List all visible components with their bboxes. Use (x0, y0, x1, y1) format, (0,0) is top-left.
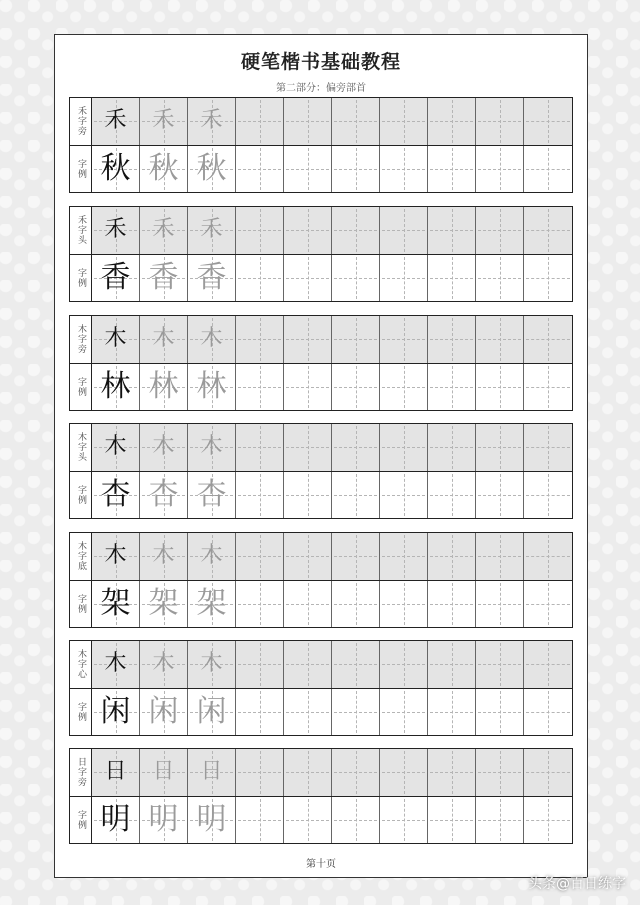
practice-cell[interactable] (428, 146, 476, 193)
practice-cell[interactable] (236, 316, 284, 363)
radical-name-label: 木字心 (70, 641, 91, 689)
practice-cell (92, 797, 140, 844)
example-label: 字例 (76, 158, 86, 179)
practice-cell[interactable] (332, 641, 380, 688)
radical-row (92, 98, 572, 146)
example-label: 字例 (76, 484, 86, 505)
practice-cell[interactable] (476, 255, 524, 302)
practice-cell[interactable] (332, 749, 380, 796)
example-glyph: 闲 (100, 693, 131, 729)
radical-glyph: 木 (104, 651, 127, 677)
page-subtitle: 第二部分：偏旁部首 (276, 83, 366, 94)
practice-cell[interactable] (332, 146, 380, 193)
practice-cell[interactable] (284, 641, 332, 688)
radical-glyph: 木 (200, 434, 223, 460)
practice-cell (140, 98, 188, 145)
example-glyph: 杏 (100, 476, 131, 512)
worksheet-page (54, 34, 588, 878)
example-glyph: 明 (196, 801, 227, 837)
practice-block (69, 315, 573, 411)
practice-cell (140, 316, 188, 363)
radical-glyph: 日 (152, 759, 175, 785)
practice-cell[interactable] (380, 641, 428, 688)
example-glyph: 架 (196, 585, 227, 621)
practice-cell[interactable] (380, 255, 428, 302)
practice-cell (188, 797, 236, 844)
practice-cell (188, 316, 236, 363)
practice-cell[interactable] (524, 255, 572, 302)
radical-glyph: 木 (152, 543, 175, 569)
practice-cell[interactable] (476, 797, 524, 844)
label-column (70, 749, 92, 843)
practice-cell[interactable] (332, 255, 380, 302)
practice-cell[interactable] (380, 581, 428, 628)
practice-cell (92, 749, 140, 796)
example-row (92, 581, 572, 628)
practice-cell[interactable] (332, 207, 380, 254)
radical-name-label: 木字旁 (70, 316, 91, 364)
example-glyph: 香 (196, 259, 227, 295)
practice-cell[interactable] (380, 316, 428, 363)
practice-cell (140, 689, 188, 736)
practice-cell[interactable] (476, 316, 524, 363)
practice-cell[interactable] (236, 689, 284, 736)
practice-cell[interactable] (332, 98, 380, 145)
practice-cell (140, 255, 188, 302)
practice-cell[interactable] (236, 207, 284, 254)
radical-glyph: 木 (200, 326, 223, 352)
example-label: 字例 (76, 809, 86, 830)
radical-glyph: 木 (104, 326, 127, 352)
radical-glyph: 木 (104, 434, 127, 460)
practice-cell (140, 641, 188, 688)
practice-cell[interactable] (236, 533, 284, 580)
radical-row (92, 749, 572, 797)
example-glyph: 杏 (196, 476, 227, 512)
practice-cell (188, 581, 236, 628)
label-column (70, 533, 92, 627)
practice-cell[interactable] (284, 797, 332, 844)
practice-cell[interactable] (332, 316, 380, 363)
practice-cell[interactable] (380, 424, 428, 471)
watermark-text: 头条@百日练字 (528, 876, 626, 892)
practice-cell[interactable] (236, 424, 284, 471)
practice-cell[interactable] (428, 255, 476, 302)
practice-cell[interactable] (524, 146, 572, 193)
practice-cell (188, 472, 236, 519)
practice-cell[interactable] (524, 749, 572, 796)
practice-cell[interactable] (380, 472, 428, 519)
radical-glyph: 日 (200, 759, 223, 785)
practice-cell (92, 581, 140, 628)
practice-cell (188, 749, 236, 796)
practice-cell[interactable] (428, 641, 476, 688)
practice-block (69, 748, 573, 844)
example-glyph: 闲 (196, 693, 227, 729)
radical-glyph: 禾 (200, 108, 223, 134)
practice-cell (92, 255, 140, 302)
practice-cell[interactable] (332, 797, 380, 844)
practice-cell[interactable] (284, 255, 332, 302)
radical-glyph: 禾 (104, 108, 127, 134)
practice-cell[interactable] (284, 98, 332, 145)
practice-cell[interactable] (284, 533, 332, 580)
example-glyph: 秋 (148, 150, 179, 186)
practice-cell[interactable] (476, 364, 524, 411)
example-label: 字例 (76, 376, 86, 397)
radical-glyph: 木 (200, 543, 223, 569)
practice-cell[interactable] (236, 364, 284, 411)
practice-cell[interactable] (476, 533, 524, 580)
practice-cell[interactable] (284, 364, 332, 411)
practice-cell[interactable] (524, 364, 572, 411)
practice-cell[interactable] (284, 207, 332, 254)
label-column (70, 207, 92, 301)
example-glyph: 秋 (196, 150, 227, 186)
radical-glyph: 木 (200, 651, 223, 677)
example-label: 字例 (76, 267, 86, 288)
practice-cell (188, 255, 236, 302)
practice-cell (188, 98, 236, 145)
practice-cell (92, 146, 140, 193)
radical-glyph: 禾 (200, 217, 223, 243)
example-row (92, 364, 572, 411)
radical-glyph: 木 (152, 326, 175, 352)
practice-cell[interactable] (524, 689, 572, 736)
practice-cell[interactable] (380, 797, 428, 844)
practice-cell[interactable] (524, 316, 572, 363)
radical-glyph: 木 (152, 651, 175, 677)
practice-cell[interactable] (236, 797, 284, 844)
practice-cell[interactable] (284, 146, 332, 193)
practice-cell[interactable] (380, 689, 428, 736)
practice-cell (188, 533, 236, 580)
practice-cell[interactable] (428, 689, 476, 736)
example-glyph: 香 (100, 259, 131, 295)
radical-name-label: 木字底 (70, 533, 91, 581)
practice-cell[interactable] (236, 255, 284, 302)
radical-row (92, 207, 572, 255)
practice-cell (188, 424, 236, 471)
practice-cell[interactable] (428, 797, 476, 844)
radical-row (92, 316, 572, 364)
practice-cell[interactable] (332, 689, 380, 736)
practice-cell (140, 146, 188, 193)
practice-cell (140, 797, 188, 844)
practice-cell[interactable] (284, 472, 332, 519)
practice-cell[interactable] (476, 641, 524, 688)
practice-cell (188, 146, 236, 193)
practice-cell[interactable] (524, 581, 572, 628)
practice-cell[interactable] (428, 581, 476, 628)
practice-cell (140, 472, 188, 519)
example-glyph: 秋 (100, 150, 131, 186)
label-column (70, 424, 92, 518)
practice-cell[interactable] (476, 207, 524, 254)
practice-cell (140, 581, 188, 628)
practice-cell[interactable] (284, 581, 332, 628)
example-glyph: 明 (100, 801, 131, 837)
practice-cell (188, 641, 236, 688)
practice-cell[interactable] (476, 146, 524, 193)
practice-cell[interactable] (332, 472, 380, 519)
practice-block (69, 97, 573, 193)
practice-cell (140, 364, 188, 411)
practice-cell[interactable] (476, 424, 524, 471)
practice-cell[interactable] (236, 472, 284, 519)
practice-cell[interactable] (524, 472, 572, 519)
practice-cell[interactable] (524, 533, 572, 580)
radical-glyph: 日 (104, 759, 127, 785)
practice-cell[interactable] (332, 581, 380, 628)
example-label: 字例 (76, 593, 86, 614)
practice-cell[interactable] (476, 98, 524, 145)
page-title: 硬笔楷书基础教程 (240, 51, 401, 73)
page-number: 第十页 (306, 859, 336, 870)
practice-cell[interactable] (380, 533, 428, 580)
practice-cell[interactable] (524, 424, 572, 471)
practice-cell (188, 364, 236, 411)
radical-glyph: 木 (104, 543, 127, 569)
example-glyph: 林 (100, 368, 131, 404)
practice-cell[interactable] (428, 533, 476, 580)
practice-cell[interactable] (236, 641, 284, 688)
example-row (92, 255, 572, 302)
practice-cell (140, 533, 188, 580)
practice-cell[interactable] (524, 207, 572, 254)
label-column (70, 98, 92, 192)
practice-block (69, 532, 573, 628)
practice-cell[interactable] (428, 749, 476, 796)
example-row (92, 472, 572, 519)
radical-glyph: 禾 (152, 108, 175, 134)
practice-cell[interactable] (236, 581, 284, 628)
practice-block (69, 423, 573, 519)
example-glyph: 香 (148, 259, 179, 295)
radical-name-label: 禾字旁 (70, 98, 91, 146)
label-column (70, 316, 92, 410)
practice-cell (92, 533, 140, 580)
practice-cell[interactable] (380, 207, 428, 254)
practice-cell (188, 689, 236, 736)
practice-cell[interactable] (284, 749, 332, 796)
practice-cell[interactable] (476, 472, 524, 519)
example-row (92, 146, 572, 193)
practice-cell[interactable] (380, 146, 428, 193)
practice-cell[interactable] (476, 581, 524, 628)
radical-name-label: 日字旁 (70, 749, 91, 797)
example-glyph: 架 (100, 585, 131, 621)
practice-cell[interactable] (428, 98, 476, 145)
practice-cell[interactable] (428, 472, 476, 519)
practice-cell[interactable] (332, 364, 380, 411)
practice-cell[interactable] (524, 797, 572, 844)
practice-cell[interactable] (476, 689, 524, 736)
practice-cell (188, 207, 236, 254)
practice-cell[interactable] (284, 316, 332, 363)
practice-cell[interactable] (380, 749, 428, 796)
radical-glyph: 禾 (152, 217, 175, 243)
example-glyph: 杏 (148, 476, 179, 512)
radical-name-label: 木字头 (70, 424, 91, 472)
practice-cell[interactable] (428, 424, 476, 471)
practice-cell[interactable] (284, 424, 332, 471)
example-glyph: 明 (148, 801, 179, 837)
practice-cell[interactable] (236, 98, 284, 145)
example-row (92, 797, 572, 844)
practice-cell[interactable] (332, 533, 380, 580)
practice-cell[interactable] (380, 98, 428, 145)
example-glyph: 闲 (148, 693, 179, 729)
practice-cell[interactable] (428, 316, 476, 363)
practice-cell (92, 98, 140, 145)
radical-row (92, 641, 572, 689)
radical-row (92, 424, 572, 472)
practice-cell (140, 424, 188, 471)
example-glyph: 架 (148, 585, 179, 621)
practice-cell[interactable] (476, 749, 524, 796)
practice-cell[interactable] (284, 689, 332, 736)
practice-cell[interactable] (524, 98, 572, 145)
practice-cell[interactable] (236, 749, 284, 796)
practice-cell (92, 316, 140, 363)
practice-cell (92, 689, 140, 736)
practice-cell (92, 207, 140, 254)
practice-cell[interactable] (524, 641, 572, 688)
practice-block (69, 206, 573, 302)
practice-cell (92, 472, 140, 519)
practice-cell[interactable] (380, 364, 428, 411)
practice-cell (140, 207, 188, 254)
practice-cell (92, 364, 140, 411)
label-column (70, 641, 92, 735)
practice-cell (92, 424, 140, 471)
example-label: 字例 (76, 701, 86, 722)
example-row (92, 689, 572, 736)
example-glyph: 林 (196, 368, 227, 404)
radical-name-label: 禾字头 (70, 207, 91, 255)
radical-row (92, 533, 572, 581)
practice-cell (92, 641, 140, 688)
practice-cell (140, 749, 188, 796)
example-glyph: 林 (148, 368, 179, 404)
practice-cell[interactable] (332, 424, 380, 471)
practice-cell[interactable] (428, 207, 476, 254)
radical-glyph: 木 (152, 434, 175, 460)
practice-cell[interactable] (428, 364, 476, 411)
practice-block (69, 640, 573, 736)
radical-glyph: 禾 (104, 217, 127, 243)
practice-cell[interactable] (236, 146, 284, 193)
